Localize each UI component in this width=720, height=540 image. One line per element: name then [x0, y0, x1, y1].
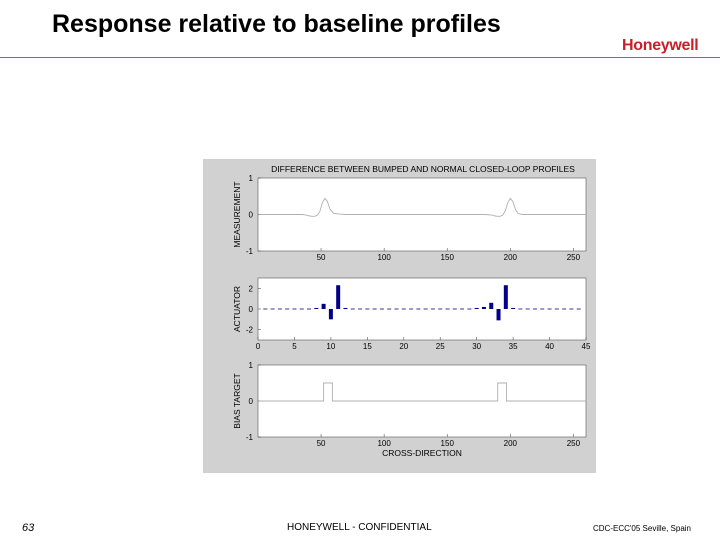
bar [314, 308, 318, 309]
bar [336, 285, 340, 309]
title-divider [0, 57, 720, 58]
x-tick-label: 250 [566, 439, 581, 448]
bar [343, 308, 347, 309]
x-tick-label: 45 [581, 342, 591, 351]
y-tick-label: 1 [248, 361, 253, 370]
subplot-3 [232, 361, 586, 458]
chart-title: DIFFERENCE BETWEEN BUMPED AND NORMAL CLOSED-LOOP PROFILES [271, 164, 575, 174]
y-tick-label: 0 [248, 397, 253, 406]
x-tick-label: 50 [316, 439, 326, 448]
x-tick-label: 250 [566, 253, 581, 262]
x-tick-label: 150 [440, 253, 454, 262]
y-tick-label: 2 [248, 284, 253, 294]
page-number: 63 [22, 522, 35, 534]
y-axis-label: BIAS TARGET [232, 373, 242, 429]
y-axis-label: ACTUATOR [232, 286, 242, 332]
x-tick-label: 25 [435, 342, 445, 351]
x-tick-label: 150 [440, 439, 454, 448]
y-tick-label: 0 [248, 305, 253, 314]
y-tick-label: -1 [245, 433, 253, 442]
response-figure [203, 159, 596, 473]
bar [511, 308, 515, 309]
y-tick-label: -2 [245, 325, 253, 335]
x-tick-label: 35 [508, 342, 518, 351]
x-tick-label: 200 [503, 253, 517, 262]
x-tick-label: 40 [545, 342, 555, 351]
subplot-2 [232, 278, 591, 351]
bar [497, 309, 501, 320]
x-tick-label: 30 [472, 342, 482, 351]
x-tick-label: 100 [377, 439, 391, 448]
bar [504, 285, 508, 309]
y-tick-label: -1 [245, 247, 253, 256]
y-tick-label: 0 [248, 210, 253, 220]
x-tick-label: 200 [503, 439, 517, 448]
bar [489, 303, 493, 309]
x-tick-label: 100 [377, 253, 391, 262]
bar [475, 308, 479, 309]
x-tick-label: 5 [292, 342, 297, 351]
bar [482, 307, 486, 309]
x-axis-label: CROSS-DIRECTION [382, 448, 462, 458]
y-axis-label: MEASUREMENT [232, 181, 242, 248]
x-tick-label: 50 [316, 253, 326, 262]
x-tick-label: 10 [326, 342, 336, 351]
honeywell-logo: Honeywell [622, 37, 699, 54]
y-tick-label: 1 [248, 174, 253, 183]
bar [329, 309, 333, 319]
x-tick-label: 0 [255, 342, 261, 351]
confidential-label: HONEYWELL - CONFIDENTIAL [287, 522, 432, 533]
x-tick-label: 15 [362, 342, 372, 351]
slide-title: Response relative to baseline profiles [52, 10, 501, 38]
conference-label: CDC-ECC'05 Seville, Spain [593, 524, 692, 533]
x-tick-label: 20 [399, 342, 409, 351]
subplot-1 [232, 164, 586, 262]
bar [322, 304, 326, 309]
